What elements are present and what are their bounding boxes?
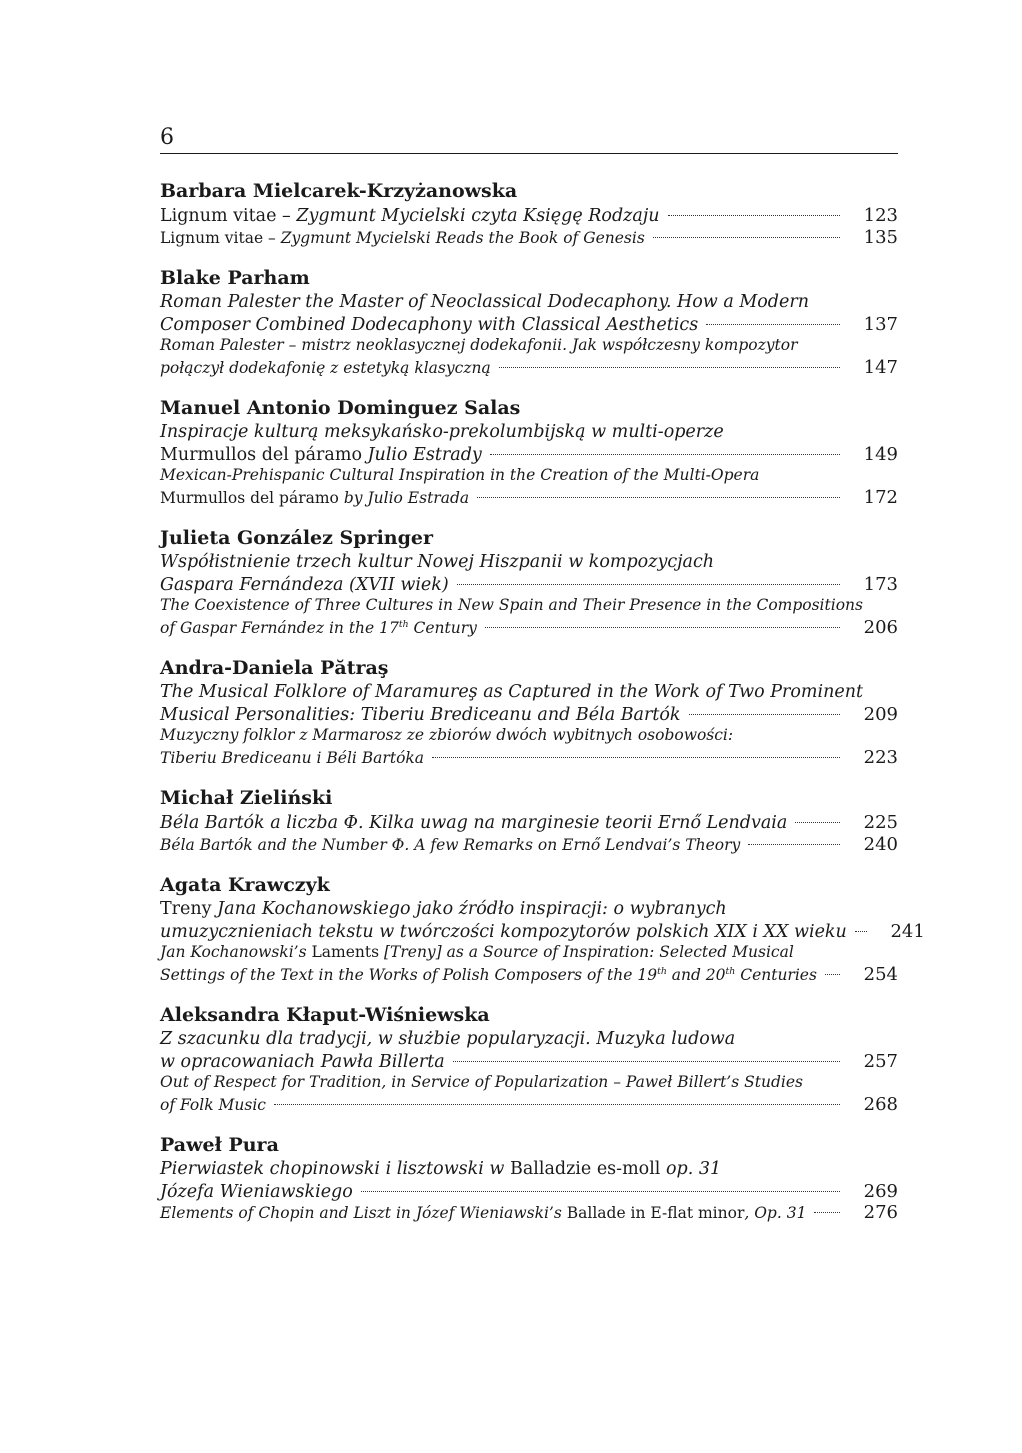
title-line [160,682,898,704]
title-segment: Béla Bartók and the Number Φ. A few Remarks on Ernő Lendvai’s Theory [160,835,741,854]
title-text [160,466,759,484]
title-text [160,748,424,770]
dot-leader [490,454,840,455]
article-title[interactable] [160,205,898,227]
page-ref[interactable]: 257 [863,1050,898,1072]
title-text [160,488,469,510]
title-line [160,595,898,617]
title-segment: Muzyczny folklor z Marmarosz ze zbiorów dwóch wybitnych osobowości: [160,726,734,744]
title-segment: of Folk Music [160,1095,266,1114]
title-line [160,205,898,227]
author-name: Andra-Daniela Pătraş [160,657,389,679]
title-segment: Settings of the Text in the Works of Polish Composers of the 19 [160,965,658,984]
title-segment: Tiberiu Brediceanu i Béli Bartóka [160,748,425,767]
title-text [160,813,787,835]
page-ref[interactable]: 225 [863,812,898,833]
title-text [160,1182,353,1204]
title-text [160,726,733,744]
title-line [160,1181,898,1203]
title-line [160,444,898,466]
title-segment: Julio Estrady [367,444,482,465]
dot-leader [706,324,840,325]
title-segment: Béla Bartók a liczba Φ. Kilka uwag na marginesie teorii Ernő Lendvaia [160,813,788,833]
title-text [160,292,809,312]
title-line [160,314,898,336]
title-segment: Murmullos del páramo [160,444,368,465]
article-title[interactable] [160,292,898,335]
title-segment: Composer Combined Dodecaphony with Classical Aesthetics [160,314,699,335]
title-line [160,465,898,487]
title-line [160,617,898,639]
title-segment: Współistnienie trzech kultur Nowej Hiszpanii w kompozycjach [160,552,715,572]
page-ref[interactable]: 269 [863,1180,898,1202]
title-segment: połączył dodekafonię z estetyką klasyczną [160,358,491,377]
dot-leader [361,1191,840,1192]
title-segment: Zygmunt Mycielski czyta Księgę Rodzaju [296,206,660,226]
title-line [160,747,898,769]
title-text [160,596,863,614]
article-title-translation[interactable] [160,834,898,856]
title-segment: Centuries [735,965,817,984]
page-ref[interactable]: 149 [863,443,898,465]
title-segment: Mexican-Prehispanic Cultural Inspiration in the Creation of the Multi-Opera [160,466,760,484]
title-text [160,965,817,987]
title-text [160,336,797,354]
title-segment: umuzycznieniach tekstu w twórczości kompozytorów polskich XIX i XX wieku [160,921,847,942]
title-line [160,1094,898,1116]
article-title[interactable] [160,552,898,595]
title-segment: Out of Respect for Tradition, in Service of Popularization – Paweł Billert’s Studies [160,1073,803,1091]
title-line [160,1202,898,1224]
article-title[interactable] [160,422,898,465]
title-segment: by Julio Estrada [343,488,470,507]
title-segment: Pierwiastek chopinowski i lisztowski w [160,1159,510,1179]
title-segment: Musical Personalities: Tiberiu Brediceanu and Béla Bartók [160,704,681,725]
title-segment: [Treny] as a Source of Inspiration: Selected Musical [379,943,794,961]
author-name: Blake Parham [160,267,310,289]
title-segment: Jan Kochanowski’s [160,943,312,961]
author-name: Barbara Mielcarek-Krzyżanowska [160,180,518,202]
article-title-translation[interactable] [160,725,898,768]
dot-leader [432,757,840,758]
title-line [160,335,898,357]
toc-entry [160,655,898,768]
title-segment: op. 31 [660,1159,722,1179]
title-text [160,228,645,250]
title-line [160,1051,898,1073]
page-ref[interactable]: 137 [863,313,898,335]
article-title[interactable] [160,1159,898,1202]
dot-leader [748,844,840,845]
title-text [160,358,491,380]
author-name: Julieta González Springer [160,527,433,549]
title-line [160,964,898,986]
title-line [160,357,898,379]
article-title-translation[interactable] [160,227,898,249]
title-line [160,1159,898,1181]
title-line [160,574,898,596]
title-line [160,1029,898,1051]
author-name: Manuel Antonio Dominguez Salas [160,397,521,419]
title-segment: Ballade in E-flat minor [566,1204,745,1222]
title-text [160,922,847,944]
title-line [160,812,898,834]
dot-leader [795,822,840,823]
toc-entry [160,1002,898,1115]
page-ref[interactable]: 240 [863,833,898,855]
title-text [160,618,477,640]
article-title-translation[interactable] [160,465,898,508]
page-ref[interactable]: 268 [863,1093,898,1115]
dot-leader [689,714,840,715]
article-title-translation[interactable] [160,942,898,985]
title-line [160,292,898,314]
title-text [160,575,449,597]
article-title[interactable] [160,899,925,942]
title-segment: Century [408,618,477,637]
title-text [160,422,724,442]
ordinal-suffix: th [657,965,667,977]
title-segment: Lignum vitae – [160,206,297,226]
dot-leader [653,237,840,238]
page-ref[interactable]: 173 [863,573,898,595]
dot-leader [855,931,867,932]
toc-entry [160,265,898,378]
page-ref[interactable]: 209 [863,703,898,725]
title-text [160,1052,445,1074]
toc-entry [160,525,898,638]
page-ref[interactable]: 147 [863,356,898,378]
title-line [160,942,898,964]
title-segment: Inspiracje kulturą meksykańsko-prekolumbijską w multi-operze [160,422,724,442]
title-segment: Lignum vitae – [160,228,281,247]
title-text [160,899,727,919]
title-line [160,920,925,943]
ordinal-suffix: th [398,618,409,630]
title-line [160,227,898,249]
title-segment: The Coexistence of Three Cultures in New Spain and Their Presence in the Compositions [160,596,863,614]
dot-leader [485,627,840,628]
title-text [160,835,740,857]
page-ref[interactable]: 254 [863,963,898,985]
title-segment: Z szacunku dla tradycji, w służbie popularyzacji. Muzyka ludowa [160,1029,736,1049]
title-text [160,1203,806,1225]
author-name: Paweł Pura [160,1134,279,1156]
title-text [160,1159,721,1179]
dot-leader [499,367,840,368]
title-line [160,552,898,574]
page-ref[interactable]: 172 [863,486,898,508]
toc-entry [160,785,898,855]
dot-leader [274,1104,840,1105]
title-line [160,899,898,921]
article-title[interactable] [160,1029,898,1072]
title-segment: Roman Palester the Master of Neoclassical Dodecaphony. How a Modern [160,292,809,312]
article-title-translation[interactable] [160,595,898,638]
toc-entry [160,178,898,248]
title-segment: and 20 [666,965,726,984]
toc-entry [160,395,898,508]
title-segment: Roman Palester – mistrz neoklasycznej dodekafonii. Jak współczesny kompozytor [160,336,798,354]
title-text [160,943,794,961]
title-segment: Murmullos del páramo [160,488,344,507]
article-title-translation[interactable] [160,335,898,378]
article-title[interactable] [160,682,898,725]
dot-leader [477,497,840,498]
title-segment: Treny [160,899,218,919]
title-segment: Jana Kochanowskiego jako źródło inspiracji: o wybranych [217,899,727,919]
title-line [160,725,898,747]
title-text [160,1095,266,1117]
title-text [160,206,660,228]
title-line [160,422,898,444]
title-line [160,487,898,509]
toc-entry [160,872,925,985]
title-text [160,1029,735,1049]
page-ref[interactable]: 276 [863,1202,898,1223]
dot-leader [457,584,840,585]
title-segment: Józefa Wieniawskiego [160,1181,353,1202]
title-text [160,315,698,337]
title-segment: Gaspara Fernándeza (XVII wiek) [160,574,449,595]
page-ref[interactable]: 135 [863,226,898,248]
title-segment: Zygmunt Mycielski Reads the Book of Genesis [280,228,645,247]
page-ref[interactable]: 241 [890,920,925,942]
article-title[interactable] [160,812,898,834]
title-text [160,552,714,572]
title-segment: Elements of Chopin and Liszt in Józef Wieniawski’s [160,1204,567,1222]
title-text [160,1073,803,1091]
title-segment: The Musical Folklore of Maramureş as Captured in the Work of Two Prominent [160,682,864,702]
title-segment: of Gaspar Fernández in the 17 [160,618,399,637]
header-rule [160,153,898,154]
title-text [160,445,482,467]
article-title-translation[interactable] [160,1072,898,1115]
title-segment: Laments [311,943,380,961]
toc-entries [160,178,925,1241]
author-name: Aleksandra Kłaput-Wiśniewska [160,1004,490,1026]
title-line [160,1072,898,1094]
title-segment: Balladzie es-moll [509,1159,661,1179]
article-title-translation[interactable] [160,1202,898,1224]
dot-leader [668,215,840,216]
page-ref[interactable]: 123 [863,205,898,226]
author-name: Michał Zieliński [160,787,333,809]
author-name: Agata Krawczyk [160,874,330,896]
title-text [160,682,863,702]
page-ref[interactable]: 223 [863,746,898,768]
dot-leader [453,1061,840,1062]
toc-entry [160,1132,898,1224]
title-line [160,834,898,856]
title-line [160,704,898,726]
page-ref[interactable]: 206 [863,616,898,638]
page-number: 6 [160,125,174,150]
title-text [160,705,681,727]
title-segment: w opracowaniach Pawła Billerta [160,1051,445,1072]
title-segment: , Op. 31 [744,1204,807,1222]
ordinal-suffix: th [725,965,736,977]
dot-leader [814,1212,840,1213]
dot-leader [825,974,840,975]
